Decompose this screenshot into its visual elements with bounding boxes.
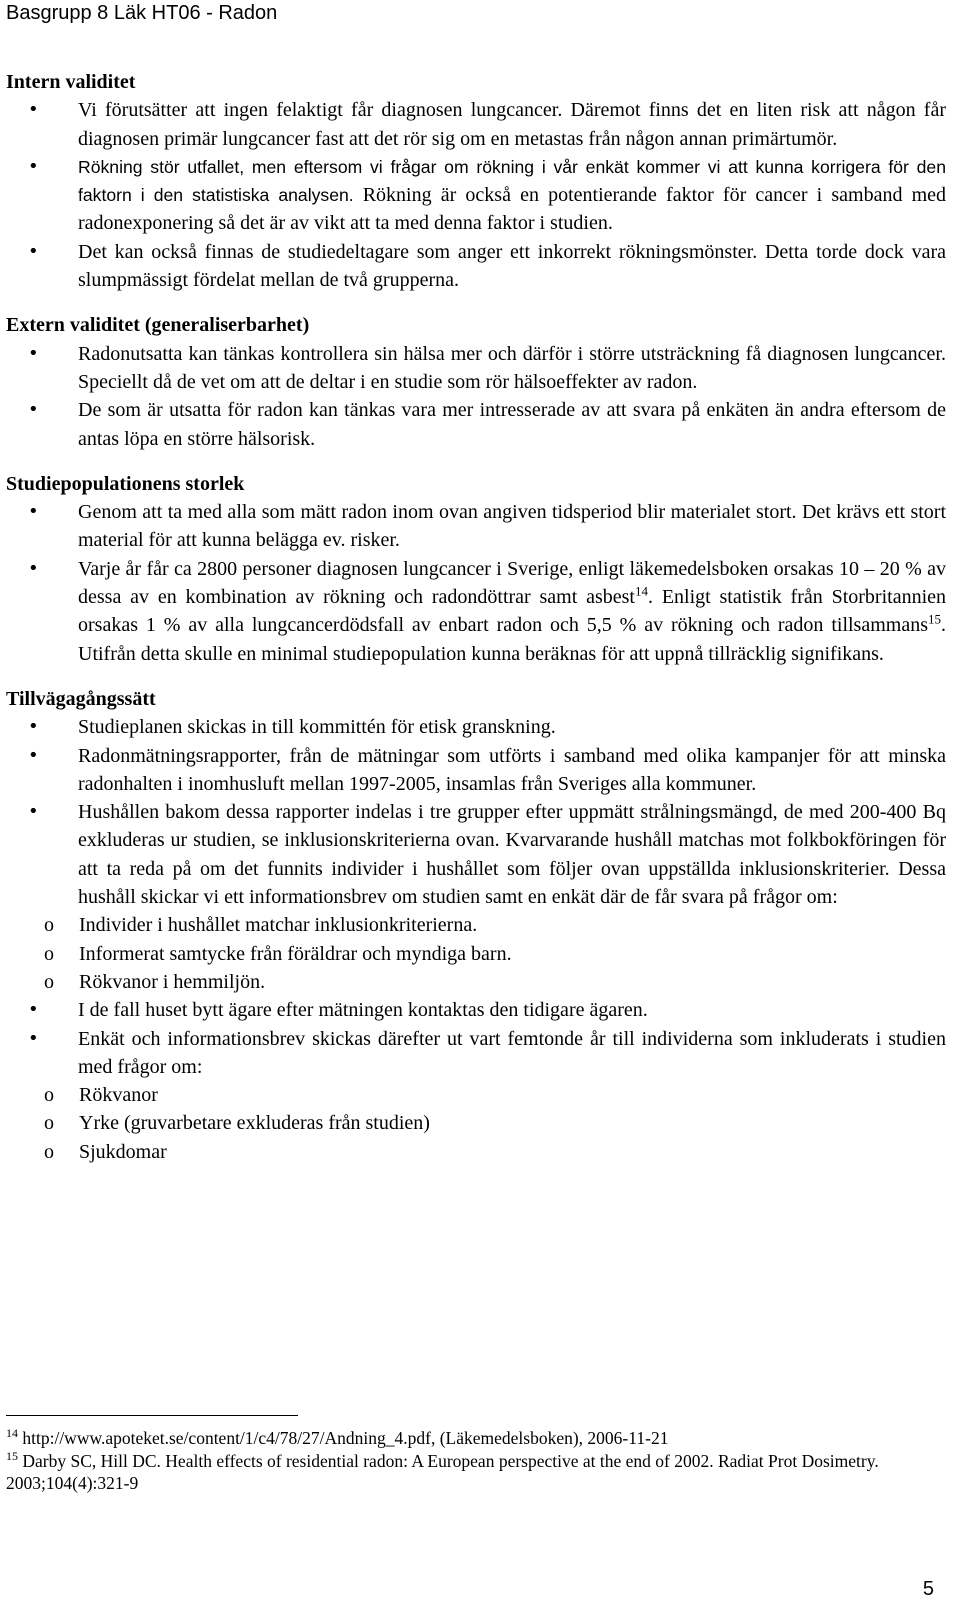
bullet-text: . Utifrån detta skulle en minimal studiepopulation kunna beräknas för att uppnå tillräcklig signifikans. [78, 614, 946, 665]
bullet-text: Rökning är också en potentierande faktor för cancer i samband med radonexponering så det är av vikt att ta med denna faktor i studien. [78, 184, 947, 235]
sub-list [6, 1081, 946, 1166]
sub-item: o Yrke (gruvarbetare exkluderas från studien) [6, 1109, 946, 1137]
bullet-text: . Enligt statistik från Storbritannien orsakas 1 % av alla lungcancerdödsfall av enbart radon och 5,5 % av rökning och radon tillsammans [78, 586, 946, 637]
sub-item: o Sjukdomar [6, 1138, 946, 1166]
page-number: 5 [922, 1578, 934, 1600]
bullet-item: • Genom att ta med alla som mätt radon inom ovan angiven tidsperiod blir materialet stort. Det krävs ett stort material för att kunna belägga ev. risker. [6, 498, 946, 555]
bullet-item: • Studieplanen skickas in till kommittén för etisk granskning. [6, 713, 946, 741]
bullet-list [6, 96, 946, 294]
bullet-item: • Enkät och informationsbrev skickas därefter ut vart femtonde år till individerna som inkluderats i studien med frågor om: [6, 1025, 946, 1082]
bullet-text: Varje år får ca 2800 personer diagnosen lungcancer i Sverige, enligt läkemedelsboken orsakas 10 – 20 % av dessa av en kombination av rökning och radondöttrar samt asbest [78, 557, 946, 609]
bullet-item: • I de fall huset bytt ägare efter mätningen kontaktas den tidigare ägaren. [6, 996, 946, 1024]
bullet-list [6, 996, 946, 1081]
bullet-item: • Radonmätningsrapporter, från de mätningar som utförts i samband med olika kampanjer för att minska radonhalten i inomhusluft mellan 1997-2005, insamlas från Sveriges alla kommuner. [6, 742, 946, 799]
page-header: Basgrupp 8 Läk HT06 - Radon [6, 2, 278, 24]
sub-item: o Rökvanor [6, 1081, 946, 1109]
footnote [6, 1450, 946, 1495]
footnote-ref: 14 [635, 583, 648, 599]
document-body [6, 68, 946, 1166]
bullet-item [6, 555, 946, 668]
footnote-separator [6, 1415, 298, 1416]
section-heading-tillvaga: Tillvägagångssätt [6, 687, 156, 710]
bullet-list [6, 340, 946, 453]
footnote-text: http://www.apoteket.se/content/1/c4/78/27/Andning_4.pdf, (Läkemedelsboken), 2006-11-21 [22, 1428, 669, 1448]
footnote-ref: 15 [928, 611, 941, 627]
bullet-item: • Det kan också finnas de studiedeltagare som anger ett inkorrekt rökningsmönster. Detta torde dock vara slumpmässigt fördelat mellan de två grupperna. [6, 238, 946, 295]
section-heading-extern: Extern validitet (generaliserbarhet) [6, 314, 310, 337]
bullet-list [6, 498, 946, 668]
footnote [6, 1427, 946, 1450]
bullet-item [6, 153, 946, 238]
footnote-number: 14 [6, 1426, 18, 1441]
sub-list [6, 911, 946, 996]
footnotes [6, 1427, 946, 1495]
bullet-item: • Vi förutsätter att ingen felaktigt får diagnosen lungcancer. Däremot finns det en liten risk att någon får diagnosen primär lungcancer fast att det rör sig om en metastas från någon annan primärtumör. [6, 96, 946, 153]
sub-item: o Rökvanor i hemmiljön. [6, 968, 946, 996]
bullet-item: • Radonutsatta kan tänkas kontrollera sin hälsa mer och därför i större utsträckning få diagnosen lungcancer. Speciellt då de vet om att de deltar i en studie som rör hälsoeffekter av radon. [6, 340, 946, 397]
sub-item: o Informerat samtycke från föräldrar och myndiga barn. [6, 940, 946, 968]
footnote-text: Darby SC, Hill DC. Health effects of residential radon: A European perspective at the end of 2002. Radiat Prot Dosimetry. 2003;104(4):321-9 [6, 1450, 879, 1493]
bullet-item: • Hushållen bakom dessa rapporter indelas i tre grupper efter uppmätt strålningsmängd, de med 200-400 Bq exkluderas ur studien, se inklusionskriterierna ovan. Kvarvarande hushåll matchas mot folkbokföringen för att ta reda på om det funnits individer i hushållet som följer ovan uppställda inklusionskriterier. Dessa hushåll skickar vi ett informationsbrev om studien samt en enkät där de får svara på frågor om: [6, 798, 946, 911]
section-heading-storlek: Studiepopulationens storlek [6, 472, 245, 495]
bullet-text: Rökning stör utfallet, men eftersom vi frågar om rökning i vår enkät kommer vi att kunna korrigera för den faktorn i den statistiska analysen. [78, 156, 946, 206]
sub-item: o Individer i hushållet matchar inklusionkriterierna. [6, 911, 946, 939]
bullet-item: • De som är utsatta för radon kan tänkas vara mer intresserade av att svara på enkäten än andra eftersom de antas löpa en större hälsorisk. [6, 396, 946, 453]
footnote-number: 15 [6, 1448, 18, 1463]
bullet-list [6, 713, 946, 911]
section-heading-intern: Intern validitet [6, 71, 136, 93]
